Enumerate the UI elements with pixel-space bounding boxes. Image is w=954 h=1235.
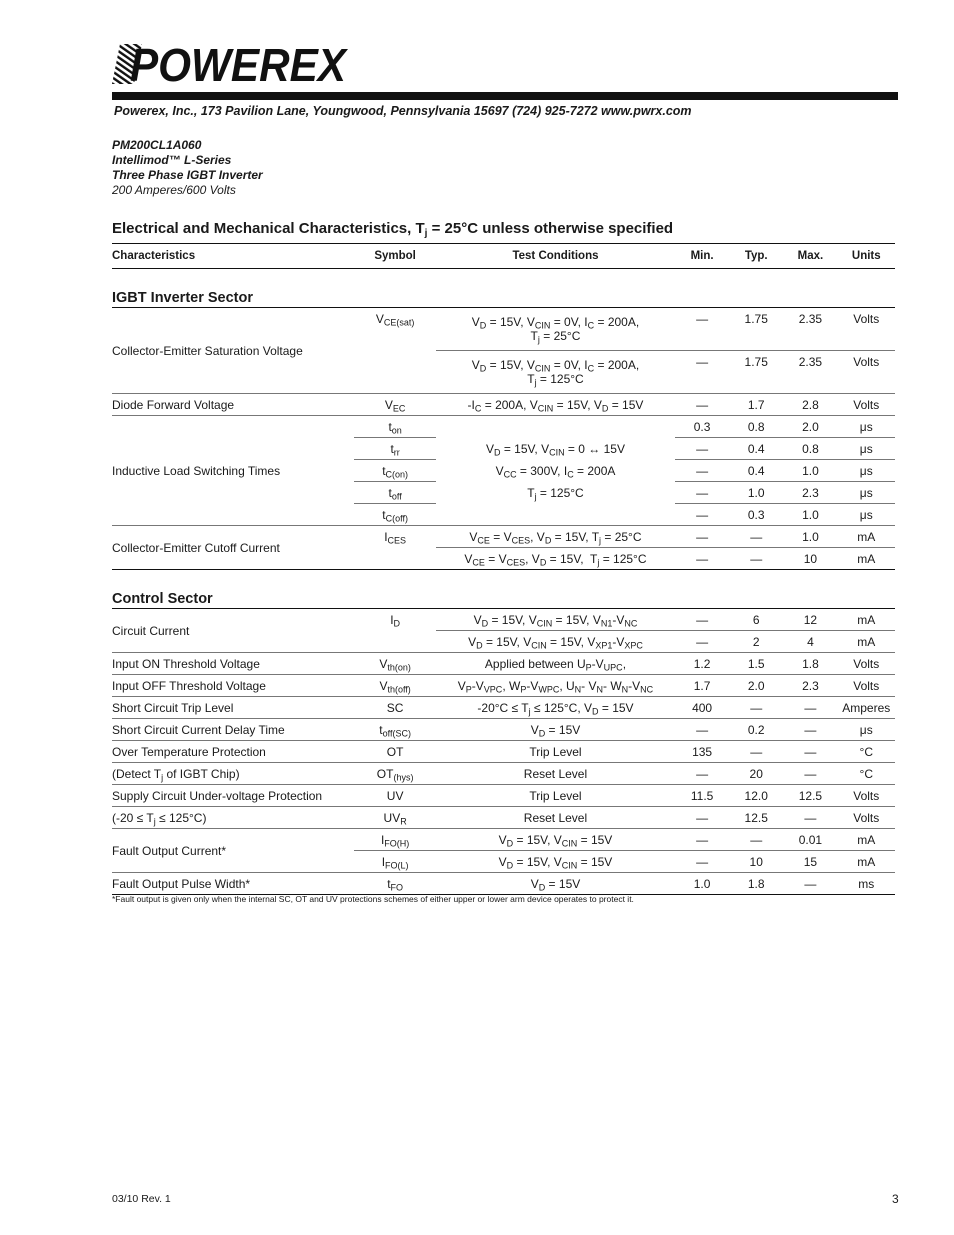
row-min: — bbox=[675, 351, 729, 394]
part-number: PM200CL1A060 bbox=[112, 138, 202, 152]
row-min: 1.2 bbox=[675, 653, 729, 675]
row-max: — bbox=[783, 807, 837, 829]
row-min: — bbox=[675, 829, 729, 851]
table-header-row bbox=[112, 244, 895, 269]
row-typ: 12.0 bbox=[729, 785, 783, 807]
row-symbol: $V_{EC}$ bbox=[354, 394, 436, 416]
row-max: 10 bbox=[783, 548, 837, 570]
row-units: mA bbox=[838, 631, 895, 653]
row-max: 2.35 bbox=[783, 308, 837, 351]
row-min: — bbox=[675, 719, 729, 741]
row-max: 2.8 bbox=[783, 394, 837, 416]
row-units: Volts bbox=[838, 351, 895, 394]
header-rule bbox=[112, 92, 898, 100]
section-heading-control: Control Sector bbox=[112, 570, 895, 609]
table-row bbox=[112, 308, 895, 351]
row-typ: 2.0 bbox=[729, 675, 783, 697]
col-characteristics: Characteristics bbox=[112, 244, 354, 269]
row-max: 2.35 bbox=[783, 351, 837, 394]
row-min: — bbox=[675, 807, 729, 829]
row-condition: $V_{CE} = V_{CES}$, $V_D = 15V$, $T_j = 25^\circ C$ bbox=[436, 526, 675, 548]
row-min: — bbox=[675, 482, 729, 504]
row-units: ms bbox=[838, 873, 895, 895]
row-units: μs bbox=[838, 438, 895, 460]
table-row bbox=[112, 741, 895, 763]
row-units: mA bbox=[838, 829, 895, 851]
col-conditions: Test Conditions bbox=[436, 244, 675, 269]
row-condition: $-I_C = 200A$, $V_{CIN} = 15V$, $V_D = 15V$ bbox=[436, 394, 675, 416]
row-min: — bbox=[675, 631, 729, 653]
row-max: 12.5 bbox=[783, 785, 837, 807]
row-typ: 0.4 bbox=[729, 460, 783, 482]
row-min: — bbox=[675, 851, 729, 873]
table-row bbox=[112, 609, 895, 631]
row-units: μs bbox=[838, 482, 895, 504]
row-typ: 1.75 bbox=[729, 308, 783, 351]
row-max: 15 bbox=[783, 851, 837, 873]
row-min: — bbox=[675, 609, 729, 631]
row-units: μs bbox=[838, 504, 895, 526]
row-condition: $V_{CE} = V_{CES}$, $V_D = 15V$, $T_j = 125^\circ C$ bbox=[436, 548, 675, 570]
row-label: Collector-Emitter Saturation Voltage bbox=[112, 308, 354, 394]
row-condition: $V_D = 15V$ bbox=[436, 873, 675, 895]
row-symbol: $t_{on}$ bbox=[354, 416, 436, 438]
col-typ: Typ. bbox=[729, 244, 783, 269]
row-symbol: $I_{CES}$ bbox=[354, 526, 436, 570]
product-rating: 200 Amperes/600 Volts bbox=[112, 183, 236, 197]
row-condition: Trip Level bbox=[436, 785, 675, 807]
row-min: — bbox=[675, 308, 729, 351]
table-row bbox=[112, 653, 895, 675]
row-symbol: $t_{C(off)}$ bbox=[354, 504, 436, 526]
row-max: 0.01 bbox=[783, 829, 837, 851]
row-symbol: $UV_R$ bbox=[354, 807, 436, 829]
table-row bbox=[112, 873, 895, 895]
row-units: °C bbox=[838, 741, 895, 763]
row-typ: — bbox=[729, 829, 783, 851]
row-max: 1.0 bbox=[783, 526, 837, 548]
row-condition: $V_D = 15V$, $V_{CIN} = 0V$, $I_C = 200A$, $T_j = 25^\circ C$ bbox=[436, 308, 675, 351]
row-typ: 12.5 bbox=[729, 807, 783, 829]
row-condition: $V_P-V_{VPC}$, $W_P-V_{WPC}$, $U_N-$ $V_N-$ $W_N-V_{NC}$ bbox=[436, 675, 675, 697]
row-max: 12 bbox=[783, 609, 837, 631]
row-max: 2.0 bbox=[783, 416, 837, 438]
row-units: Volts bbox=[838, 785, 895, 807]
row-max: — bbox=[783, 697, 837, 719]
row-label: $(-20 \le T_j \le 125^\circ C)$ bbox=[112, 807, 354, 829]
row-typ: — bbox=[729, 526, 783, 548]
row-symbol: $t_{FO}$ bbox=[354, 873, 436, 895]
powerex-logo bbox=[112, 42, 348, 86]
row-max: 1.0 bbox=[783, 504, 837, 526]
row-min: 1.7 bbox=[675, 675, 729, 697]
table-row bbox=[112, 394, 895, 416]
row-units: mA bbox=[838, 609, 895, 631]
row-min: — bbox=[675, 763, 729, 785]
row-label: Short Circuit Current Delay Time bbox=[112, 719, 354, 741]
row-symbol: $V_{th(off)}$ bbox=[354, 675, 436, 697]
row-units: mA bbox=[838, 526, 895, 548]
row-typ: 1.0 bbox=[729, 482, 783, 504]
row-max: 2.3 bbox=[783, 675, 837, 697]
row-max: — bbox=[783, 719, 837, 741]
row-label: Inductive Load Switching Times bbox=[112, 416, 354, 526]
table-row bbox=[112, 719, 895, 741]
row-typ: 0.4 bbox=[729, 438, 783, 460]
row-typ: 0.3 bbox=[729, 504, 783, 526]
table-row bbox=[112, 763, 895, 785]
row-units: μs bbox=[838, 460, 895, 482]
row-min: — bbox=[675, 548, 729, 570]
row-typ: — bbox=[729, 741, 783, 763]
row-max: 2.3 bbox=[783, 482, 837, 504]
row-condition: $V_D = 15V$, $V_{CIN} = 0V$, $I_C = 200A$, $T_j = 125^\circ C$ bbox=[436, 351, 675, 394]
col-units: Units bbox=[838, 244, 895, 269]
row-label: Collector-Emitter Cutoff Current bbox=[112, 526, 354, 570]
col-min: Min. bbox=[675, 244, 729, 269]
row-max: 4 bbox=[783, 631, 837, 653]
row-label: Fault Output Pulse Width* bbox=[112, 873, 354, 895]
row-symbol: $t_{off}$ bbox=[354, 482, 436, 504]
svg-text:POWEREX: POWEREX bbox=[130, 42, 348, 86]
row-units: μs bbox=[838, 719, 895, 741]
row-condition: Trip Level bbox=[436, 741, 675, 763]
row-min: 11.5 bbox=[675, 785, 729, 807]
row-symbol: OT bbox=[354, 741, 436, 763]
row-symbol: $I_{FO(L)}$ bbox=[354, 851, 436, 873]
row-label: Fault Output Current* bbox=[112, 829, 354, 873]
row-condition: $-20^\circ C \le T_j \le 125^\circ C$, $V_D = 15V$ bbox=[436, 697, 675, 719]
row-label: Diode Forward Voltage bbox=[112, 394, 354, 416]
table-row bbox=[112, 785, 895, 807]
row-typ: 1.75 bbox=[729, 351, 783, 394]
row-units: Volts bbox=[838, 807, 895, 829]
row-label: (Detect $T_j$ of IGBT Chip) bbox=[112, 763, 354, 785]
product-type: Three Phase IGBT Inverter bbox=[112, 168, 263, 182]
row-min: 1.0 bbox=[675, 873, 729, 895]
row-typ: 20 bbox=[729, 763, 783, 785]
row-units: mA bbox=[838, 548, 895, 570]
row-condition: $V_D = 15V$, $V_{CIN} = 15V$ bbox=[436, 851, 675, 873]
row-min: — bbox=[675, 438, 729, 460]
row-condition: Reset Level bbox=[436, 807, 675, 829]
col-max: Max. bbox=[783, 244, 837, 269]
row-label: Short Circuit Trip Level bbox=[112, 697, 354, 719]
table-row bbox=[112, 807, 895, 829]
product-series: Intellimod™ L-Series bbox=[112, 153, 232, 167]
row-units: Amperes bbox=[838, 697, 895, 719]
page-number: 3 bbox=[892, 1192, 899, 1206]
row-condition: $V_D = 15V$, $V_{CIN} = 15V$ bbox=[436, 829, 675, 851]
row-typ: — bbox=[729, 548, 783, 570]
product-block bbox=[112, 138, 263, 198]
footnote: *Fault output is given only when the internal SC, OT and UV protections schemes of either upper or lower arm device operates to protect it. bbox=[112, 894, 634, 904]
table-row bbox=[112, 416, 895, 438]
row-label: Circuit Current bbox=[112, 609, 354, 653]
row-min: — bbox=[675, 504, 729, 526]
table-row bbox=[112, 526, 895, 548]
col-symbol: Symbol bbox=[354, 244, 436, 269]
row-symbol: SC bbox=[354, 697, 436, 719]
row-symbol: $OT_{(hys)}$ bbox=[354, 763, 436, 785]
row-units: mA bbox=[838, 851, 895, 873]
row-max: 0.8 bbox=[783, 438, 837, 460]
row-label: Supply Circuit Under-voltage Protection bbox=[112, 785, 354, 807]
row-typ: — bbox=[729, 697, 783, 719]
row-min: 135 bbox=[675, 741, 729, 763]
row-typ: 2 bbox=[729, 631, 783, 653]
table-row bbox=[112, 697, 895, 719]
row-symbol: $t_{off(SC)}$ bbox=[354, 719, 436, 741]
row-typ: 6 bbox=[729, 609, 783, 631]
row-typ: 0.8 bbox=[729, 416, 783, 438]
row-min: — bbox=[675, 526, 729, 548]
row-min: 0.3 bbox=[675, 416, 729, 438]
section-title: Electrical and Mechanical Characteristics, $T_j = 25^\circ C$ unless otherwise specified bbox=[112, 220, 674, 239]
row-condition: $V_D = 15V$, $V_{CIN} = 15V$, $V_{XP1}-V_{XPC}$ bbox=[436, 631, 675, 653]
row-units: °C bbox=[838, 763, 895, 785]
row-typ: 1.5 bbox=[729, 653, 783, 675]
row-condition: $V_D = 15V$, $V_{CIN} = 15V$, $V_{N1}-V_{NC}$ bbox=[436, 609, 675, 631]
row-symbol: $t_{rr}$ bbox=[354, 438, 436, 460]
row-typ: 0.2 bbox=[729, 719, 783, 741]
row-typ: 10 bbox=[729, 851, 783, 873]
row-units: Volts bbox=[838, 394, 895, 416]
row-symbol: UV bbox=[354, 785, 436, 807]
row-max: — bbox=[783, 873, 837, 895]
row-condition: $V_D = 15V$ bbox=[436, 719, 675, 741]
characteristics-table bbox=[112, 243, 895, 895]
table-row bbox=[112, 829, 895, 851]
row-units: Volts bbox=[838, 675, 895, 697]
row-symbol: $V_{CE(sat)}$ bbox=[354, 308, 436, 394]
row-symbol: $I_D$ bbox=[354, 609, 436, 653]
row-label: Input ON Threshold Voltage bbox=[112, 653, 354, 675]
row-min: — bbox=[675, 394, 729, 416]
row-condition: $V_D = 15V$, $V_{CIN} = 0$ ↔ 15V $V_{CC} = 300V$, $I_C = 200A$ $T_j = 125^\circ C$ bbox=[436, 416, 675, 526]
row-max: — bbox=[783, 763, 837, 785]
row-condition: Applied between $U_P-V_{UPC}$, bbox=[436, 653, 675, 675]
row-units: μs bbox=[838, 416, 895, 438]
row-condition: Reset Level bbox=[436, 763, 675, 785]
row-label: Input OFF Threshold Voltage bbox=[112, 675, 354, 697]
row-max: 1.0 bbox=[783, 460, 837, 482]
row-label: Over Temperature Protection bbox=[112, 741, 354, 763]
row-units: Volts bbox=[838, 653, 895, 675]
row-min: 400 bbox=[675, 697, 729, 719]
row-max: — bbox=[783, 741, 837, 763]
row-typ: 1.7 bbox=[729, 394, 783, 416]
row-typ: 1.8 bbox=[729, 873, 783, 895]
table-row bbox=[112, 675, 895, 697]
row-symbol: $I_{FO(H)}$ bbox=[354, 829, 436, 851]
company-address: Powerex, Inc., 173 Pavilion Lane, Youngwood, Pennsylvania 15697 (724) 925-7272 www.pwrx.com bbox=[114, 104, 692, 118]
row-min: — bbox=[675, 460, 729, 482]
revision-label: 03/10 Rev. 1 bbox=[112, 1193, 171, 1205]
row-units: Volts bbox=[838, 308, 895, 351]
row-max: 1.8 bbox=[783, 653, 837, 675]
row-symbol: $V_{th(on)}$ bbox=[354, 653, 436, 675]
row-symbol: $t_{C(on)}$ bbox=[354, 460, 436, 482]
section-heading-igbt: IGBT Inverter Sector bbox=[112, 269, 895, 308]
